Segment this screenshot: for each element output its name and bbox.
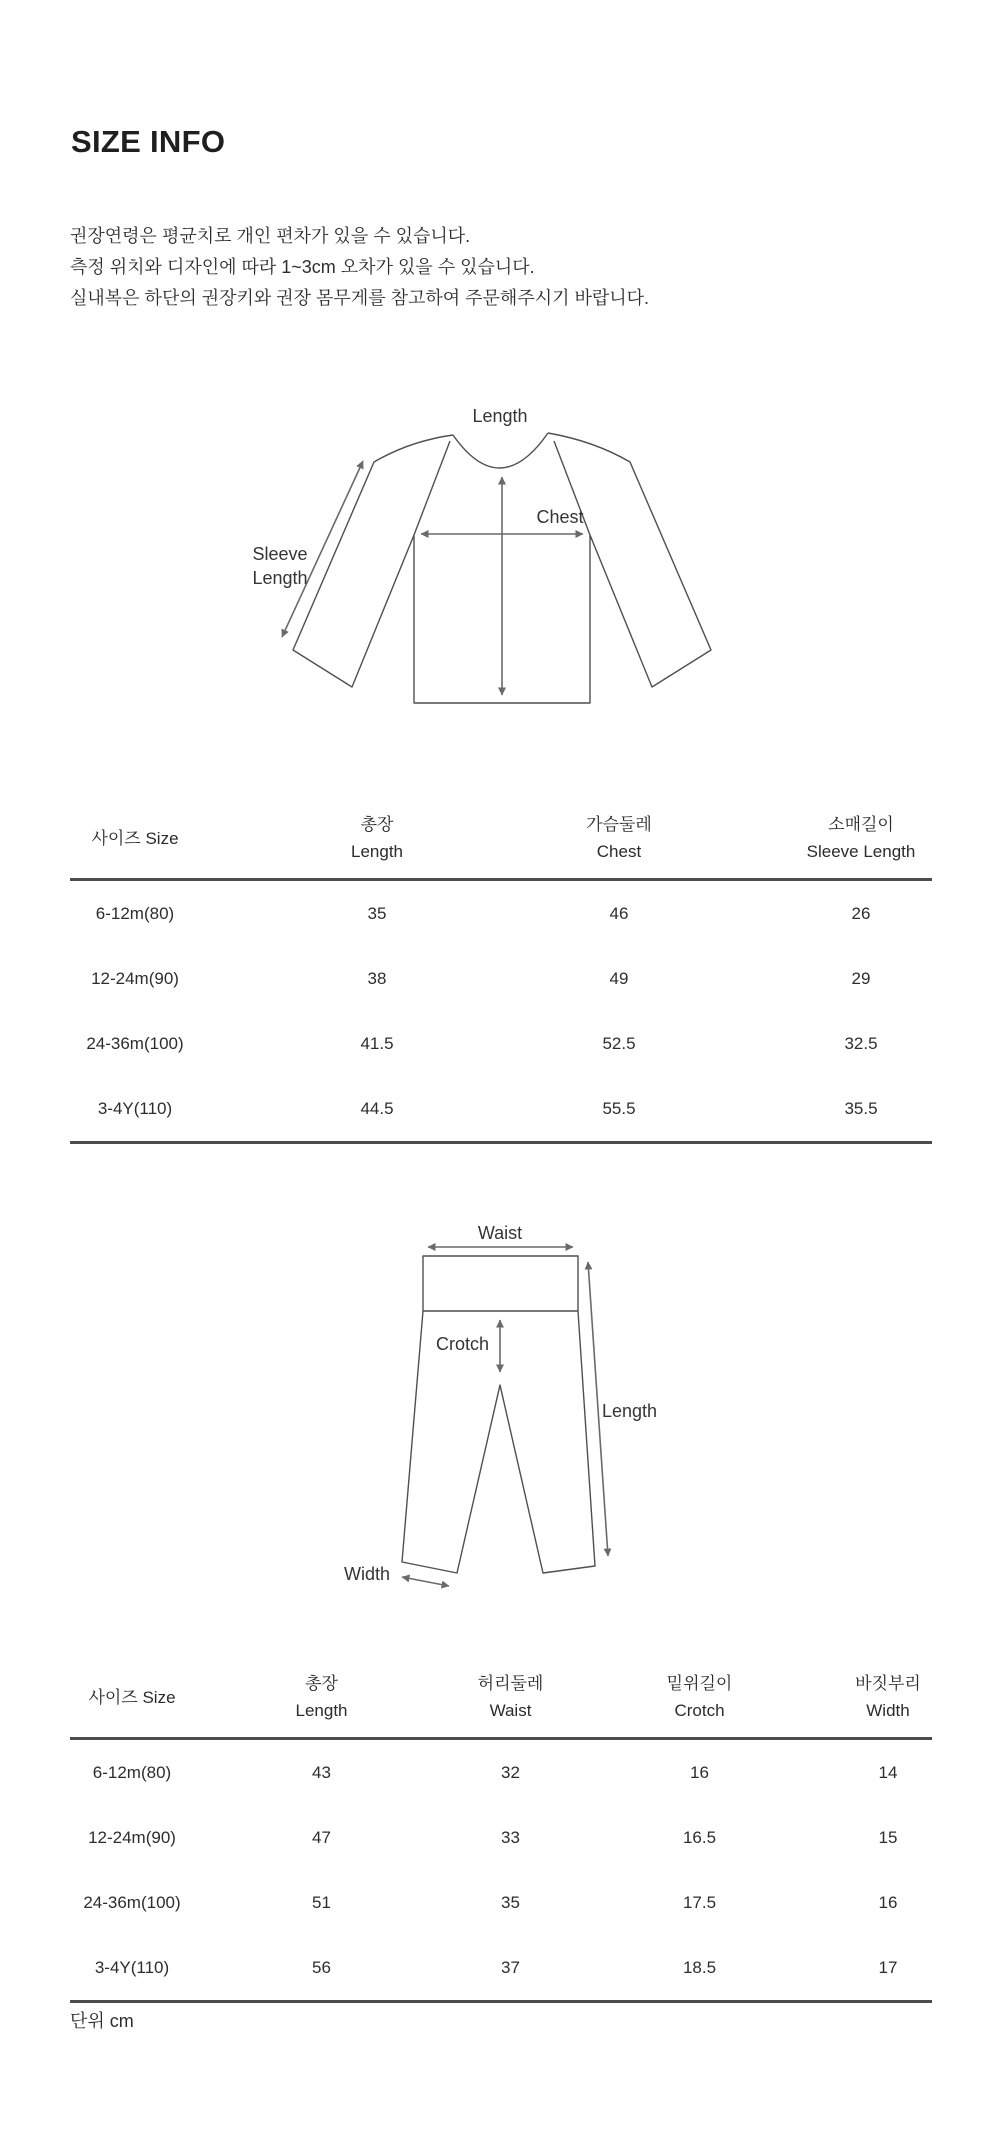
pants-waistband	[423, 1256, 578, 1311]
value-cell: 17	[878, 1957, 898, 1977]
note-line: 권장연령은 평균치로 개인 편차가 있을 수 있습니다.	[70, 226, 471, 246]
header-crotch	[605, 1670, 794, 1739]
header-length-en: Length	[351, 842, 403, 861]
shirt-sleeve-length-label	[225, 542, 335, 590]
header-chest-en: Chest	[596, 842, 642, 861]
size-notes	[70, 221, 649, 314]
value-cell: 51	[312, 1892, 331, 1912]
size-cell: 12-24m(90)	[91, 968, 179, 988]
pants-length-label: Length	[602, 1401, 658, 1421]
header-size-ko: 사이즈	[91, 828, 141, 848]
header-waist-en: Waist	[489, 1701, 532, 1720]
value-cell: 14	[878, 1762, 898, 1782]
size-cell: 6-12m(80)	[95, 903, 175, 923]
shirt-length-label: Length	[472, 406, 528, 426]
value-cell: 26	[851, 903, 871, 923]
shirt-neckline	[453, 433, 548, 468]
unit-note: 단위 cm	[70, 2011, 134, 2031]
table-row	[70, 946, 932, 1011]
header-length-ko: 총장	[360, 815, 394, 834]
size-cell: 24-36m(100)	[83, 1892, 181, 1912]
value-cell: 15	[878, 1827, 898, 1847]
value-cell: 35	[501, 1892, 520, 1912]
value-cell: 37	[501, 1957, 520, 1977]
header-size-en: Size	[145, 828, 179, 848]
header-width-ko: 바짓부리	[855, 1674, 921, 1693]
value-cell: 55.5	[602, 1098, 636, 1118]
value-cell: 33	[501, 1827, 520, 1847]
table-row	[70, 1011, 932, 1076]
header-width-en: Width	[866, 1701, 910, 1720]
top-size-table	[70, 811, 932, 1144]
header-crotch-en: Crotch	[674, 1701, 725, 1720]
header-width	[794, 1670, 932, 1739]
value-cell: 32	[501, 1762, 520, 1782]
value-cell: 16.5	[682, 1827, 717, 1847]
note-line: 실내복은 하단의 권장키와 권장 몸무게를 참고하여 주문해주시기 바랍니다.	[70, 288, 650, 308]
table-row	[70, 1076, 932, 1143]
header-sleeve-length	[740, 811, 932, 880]
header-crotch-ko: 밑위길이	[666, 1674, 733, 1693]
header-waist	[416, 1670, 605, 1739]
header-chest	[498, 811, 740, 880]
value-cell: 16	[690, 1762, 709, 1782]
pants-width-label: Width	[343, 1564, 390, 1584]
size-cell: 3-4Y(110)	[97, 1098, 173, 1118]
page-title: SIZE INFO	[71, 124, 226, 159]
value-cell: 38	[367, 968, 387, 988]
shirt-armhole-left	[414, 441, 450, 535]
header-length-en: Length	[295, 1701, 348, 1720]
bottom-size-table	[70, 1670, 932, 2003]
value-cell: 29	[851, 968, 871, 988]
sleeve-label-line1: Sleeve	[252, 544, 308, 564]
header-sleeve-ko: 소매길이	[828, 815, 894, 834]
header-length	[227, 1670, 416, 1739]
bottom-table-header	[70, 1670, 932, 1739]
value-cell: 44.5	[360, 1098, 394, 1118]
table-row	[70, 1805, 932, 1870]
value-cell: 49	[609, 968, 629, 988]
value-cell: 46	[609, 903, 629, 923]
value-cell: 16	[878, 1892, 898, 1912]
value-cell: 32.5	[844, 1033, 878, 1053]
header-chest-ko: 가슴둘레	[586, 815, 652, 834]
header-length-ko: 총장	[305, 1674, 338, 1693]
value-cell: 52.5	[602, 1033, 636, 1053]
value-cell: 17.5	[682, 1892, 717, 1912]
table-row	[70, 1870, 932, 1935]
table-row	[70, 1935, 932, 2002]
sleeve-label-line2: Length	[252, 568, 308, 588]
header-size-en: Size	[142, 1687, 176, 1707]
header-sleeve-en: Sleeve Length	[806, 842, 916, 861]
table-row	[70, 880, 932, 947]
header-size-ko: 사이즈	[88, 1687, 138, 1707]
size-cell: 12-24m(90)	[88, 1827, 176, 1847]
shirt-chest-label: Chest	[536, 507, 584, 527]
size-cell: 3-4Y(110)	[94, 1957, 170, 1977]
size-cell: 6-12m(80)	[92, 1762, 172, 1782]
header-size	[70, 1670, 227, 1739]
top-table-header	[70, 811, 932, 880]
value-cell: 56	[312, 1957, 331, 1977]
value-cell: 35.5	[844, 1098, 878, 1118]
header-size	[70, 811, 256, 880]
value-cell: 35	[367, 903, 387, 923]
header-waist-ko: 허리둘레	[477, 1674, 544, 1693]
pants-width-arrow	[402, 1577, 449, 1586]
pants-crotch-label: Crotch	[435, 1334, 489, 1354]
pants-waist-label: Waist	[477, 1223, 523, 1243]
value-cell: 43	[312, 1762, 331, 1782]
table-row	[70, 1739, 932, 1806]
note-line: 측정 위치와 디자인에 따라 1~3cm 오차가 있을 수 있습니다.	[70, 257, 535, 277]
header-length	[256, 811, 498, 880]
size-cell: 24-36m(100)	[86, 1033, 184, 1053]
value-cell: 41.5	[360, 1033, 394, 1053]
value-cell: 18.5	[682, 1957, 717, 1977]
value-cell: 47	[312, 1827, 331, 1847]
